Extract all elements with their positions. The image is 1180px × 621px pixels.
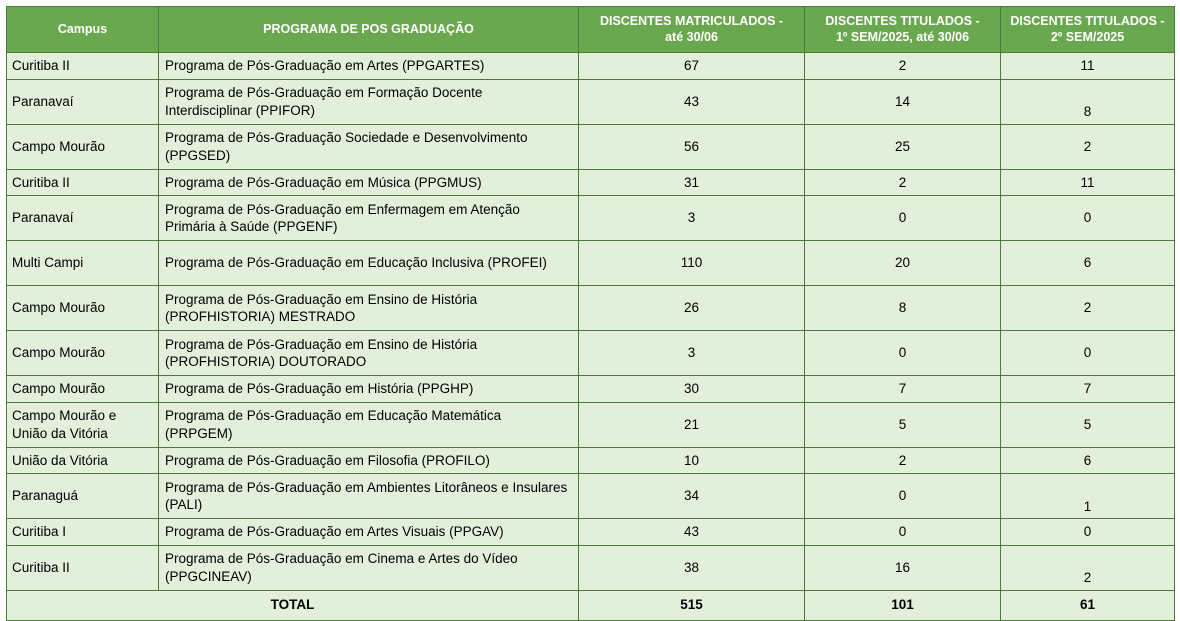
cell-programa: Programa de Pós-Graduação em Ambientes Litorâneos e Insulares (PALI) [159,474,579,519]
cell-matriculados: 31 [579,169,805,196]
cell-titulados-2sem: 0 [1001,196,1175,241]
cell-titulados-2sem: 1 [1001,474,1175,519]
cell-campus: Curitiba II [7,53,159,80]
cell-matriculados: 26 [579,286,805,331]
cell-campus: Campo Mourão [7,331,159,376]
cell-campus: Curitiba II [7,545,159,590]
cell-titulados-1sem: 0 [805,474,1001,519]
cell-programa: Programa de Pós-Graduação Sociedade e Desenvolvimento (PPGSED) [159,124,579,169]
table-header [7,7,1175,53]
cell-programa: Programa de Pós-Graduação em Artes (PPGARTES) [159,53,579,80]
header-line: PROGRAMA DE POS GRADUAÇÃO [263,21,474,36]
cell-programa: Programa de Pós-Graduação em Artes Visuais (PPGAV) [159,519,579,546]
cell-titulados-2sem: 0 [1001,331,1175,376]
table-row [7,124,1175,169]
total-titulados-1sem: 101 [805,590,1001,620]
cell-matriculados: 43 [579,79,805,124]
header-line: DISCENTES TITULADOS - [825,13,980,28]
cell-titulados-1sem: 25 [805,124,1001,169]
cell-titulados-1sem: 2 [805,53,1001,80]
cell-matriculados: 67 [579,53,805,80]
cell-campus: Campo Mourão [7,376,159,403]
header-line: até 30/06 [665,29,718,44]
cell-campus: Curitiba II [7,169,159,196]
table-row [7,519,1175,546]
cell-titulados-1sem: 0 [805,331,1001,376]
cell-titulados-2sem: 7 [1001,376,1175,403]
header-line: 1º SEM/2025, até 30/06 [835,29,970,44]
table-row [7,474,1175,519]
cell-programa: Programa de Pós-Graduação em Formação Docente Interdisciplinar (PPIFOR) [159,79,579,124]
column-header-campus [7,7,159,53]
cell-programa: Programa de Pós-Graduação em Educação Matemática (PRPGEM) [159,402,579,447]
header-line: 2º SEM/2025 [1050,29,1125,44]
cell-campus: Campo Mourão [7,124,159,169]
cell-campus: Campo Mourão [7,286,159,331]
cell-matriculados: 38 [579,545,805,590]
cell-titulados-1sem: 8 [805,286,1001,331]
header-line: Campus [57,21,108,36]
column-header-matriculados [579,7,805,53]
cell-campus: Campo Mourão e União da Vitória [7,402,159,447]
cell-titulados-2sem: 2 [1001,545,1175,590]
cell-matriculados: 43 [579,519,805,546]
cell-matriculados: 3 [579,196,805,241]
table-row [7,196,1175,241]
table-row [7,376,1175,403]
table-row [7,447,1175,474]
cell-titulados-1sem: 5 [805,402,1001,447]
table-row [7,331,1175,376]
cell-titulados-2sem: 2 [1001,124,1175,169]
table-row [7,402,1175,447]
cell-titulados-2sem: 8 [1001,79,1175,124]
table-row [7,545,1175,590]
cell-titulados-1sem: 14 [805,79,1001,124]
cell-titulados-1sem: 2 [805,169,1001,196]
cell-titulados-1sem: 20 [805,241,1001,286]
cell-programa: Programa de Pós-Graduação em Ensino de História (PROFHISTORIA) MESTRADO [159,286,579,331]
cell-programa: Programa de Pós-Graduação em Enfermagem em Atenção Primária à Saúde (PPGENF) [159,196,579,241]
cell-titulados-1sem: 2 [805,447,1001,474]
cell-matriculados: 3 [579,331,805,376]
header-line: DISCENTES MATRICULADOS - [599,13,784,28]
cell-campus: Curitiba I [7,519,159,546]
cell-programa: Programa de Pós-Graduação em História (PPGHP) [159,376,579,403]
total-matriculados: 515 [579,590,805,620]
header-line: DISCENTES TITULADOS - [1010,13,1165,28]
total-titulados-2sem: 61 [1001,590,1175,620]
table-body [7,53,1175,621]
cell-campus: União da Vitória [7,447,159,474]
total-label: TOTAL [7,590,579,620]
column-header-programa [159,7,579,53]
cell-campus: Multi Campi [7,241,159,286]
cell-titulados-1sem: 0 [805,196,1001,241]
cell-matriculados: 21 [579,402,805,447]
table-row [7,241,1175,286]
cell-matriculados: 30 [579,376,805,403]
column-header-titulados-1sem [805,7,1001,53]
cell-programa: Programa de Pós-Graduação em Ensino de História (PROFHISTORIA) DOUTORADO [159,331,579,376]
table-row [7,286,1175,331]
cell-matriculados: 56 [579,124,805,169]
table-row [7,169,1175,196]
cell-titulados-2sem: 6 [1001,447,1175,474]
cell-programa: Programa de Pós-Graduação em Filosofia (PROFILO) [159,447,579,474]
cell-programa: Programa de Pós-Graduação em Música (PPGMUS) [159,169,579,196]
cell-titulados-2sem: 11 [1001,169,1175,196]
cell-titulados-2sem: 0 [1001,519,1175,546]
table-total-row [7,590,1175,620]
header-row [7,7,1175,53]
cell-titulados-2sem: 6 [1001,241,1175,286]
table-row [7,53,1175,80]
table-row [7,79,1175,124]
cell-titulados-1sem: 0 [805,519,1001,546]
cell-matriculados: 110 [579,241,805,286]
cell-campus: Paranavaí [7,79,159,124]
cell-titulados-1sem: 16 [805,545,1001,590]
cell-titulados-2sem: 2 [1001,286,1175,331]
cell-matriculados: 10 [579,447,805,474]
pos-graduacao-table [6,6,1175,621]
cell-titulados-1sem: 7 [805,376,1001,403]
cell-campus: Paranaguá [7,474,159,519]
cell-titulados-2sem: 5 [1001,402,1175,447]
cell-programa: Programa de Pós-Graduação em Educação Inclusiva (PROFEI) [159,241,579,286]
cell-matriculados: 34 [579,474,805,519]
cell-programa: Programa de Pós-Graduação em Cinema e Artes do Vídeo (PPGCINEAV) [159,545,579,590]
cell-titulados-2sem: 11 [1001,53,1175,80]
column-header-titulados-2sem [1001,7,1175,53]
cell-campus: Paranavaí [7,196,159,241]
